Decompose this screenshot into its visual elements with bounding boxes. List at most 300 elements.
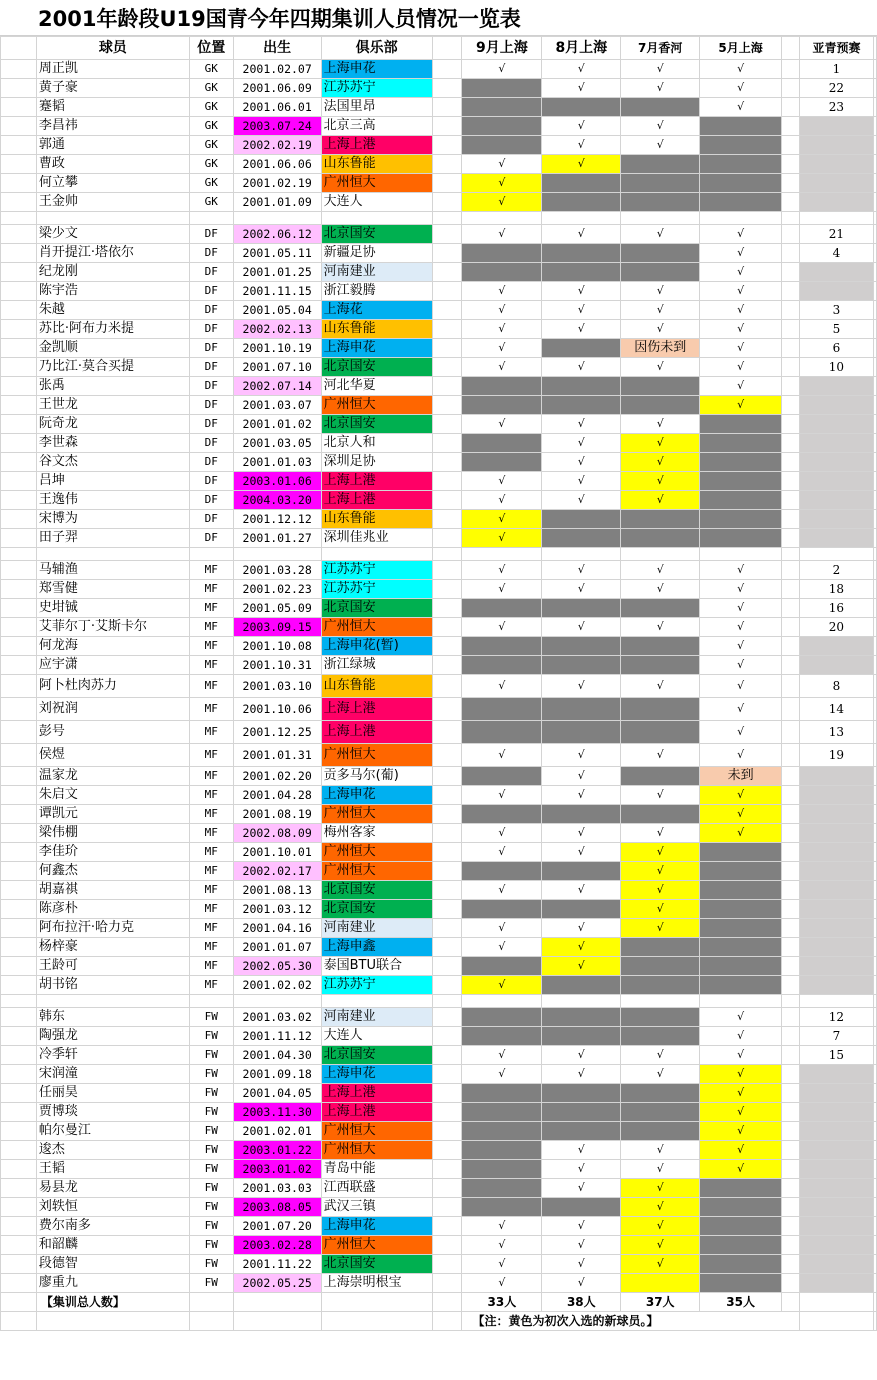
row-spacer <box>873 721 876 744</box>
player-club: 山东鲁能 <box>321 675 432 698</box>
asia-qual-number: 19 <box>799 744 873 767</box>
row-spacer <box>873 881 876 900</box>
row-spacer <box>432 656 462 675</box>
row-spacer <box>1 843 37 862</box>
row-spacer <box>873 491 876 510</box>
player-club: 河北华夏 <box>321 377 432 396</box>
camp-jul-xianghe-cell: √ <box>621 117 700 136</box>
camp-may-shanghai-cell: √ <box>700 698 782 721</box>
row-spacer <box>782 1065 800 1084</box>
camp-aug-shanghai-cell: √ <box>542 472 621 491</box>
player-birth: 2001.01.27 <box>233 529 321 548</box>
row-spacer <box>782 1274 800 1293</box>
camp-may-shanghai-cell <box>700 1217 782 1236</box>
player-position: MF <box>189 976 233 995</box>
row-spacer <box>782 1046 800 1065</box>
row-spacer <box>432 98 462 117</box>
player-row <box>1 919 877 938</box>
player-birth: 2002.07.14 <box>233 377 321 396</box>
asia-qual-number: 1 <box>799 60 873 79</box>
camp-aug-shanghai-cell <box>542 339 621 358</box>
header-position: 位置 <box>189 37 233 60</box>
camp-sep-shanghai-cell: √ <box>462 282 542 301</box>
asia-qual-number <box>799 415 873 434</box>
camp-aug-shanghai-cell: √ <box>542 824 621 843</box>
camp-may-shanghai-cell <box>700 1236 782 1255</box>
player-position: MF <box>189 805 233 824</box>
row-spacer <box>782 117 800 136</box>
player-club: 江苏苏宁 <box>321 976 432 995</box>
player-name: 陶强龙 <box>36 1027 189 1046</box>
row-spacer <box>782 599 800 618</box>
row-spacer <box>873 472 876 491</box>
player-name: 侯煜 <box>36 744 189 767</box>
camp-aug-shanghai-cell <box>542 599 621 618</box>
camp-sep-shanghai-cell: √ <box>462 976 542 995</box>
player-club: 贡多马尔(葡) <box>321 767 432 786</box>
player-club: 广州恒大 <box>321 843 432 862</box>
player-club: 大连人 <box>321 1027 432 1046</box>
player-club: 上海申鑫 <box>321 938 432 957</box>
camp-sep-shanghai-cell: √ <box>462 786 542 805</box>
camp-sep-shanghai-cell: √ <box>462 824 542 843</box>
player-name: 苏比·阿布力米提 <box>36 320 189 339</box>
player-club: 青岛中能 <box>321 1160 432 1179</box>
row-spacer <box>1 117 37 136</box>
row-spacer <box>1 193 37 212</box>
player-row <box>1 491 877 510</box>
player-row <box>1 1141 877 1160</box>
player-club: 大连人 <box>321 193 432 212</box>
player-name: 梁伟棚 <box>36 824 189 843</box>
camp-jul-xianghe-cell: √ <box>621 1236 700 1255</box>
player-name: 朱启文 <box>36 786 189 805</box>
camp-sep-shanghai-cell: √ <box>462 919 542 938</box>
player-name: 李昌祎 <box>36 117 189 136</box>
player-club: 上海上港 <box>321 136 432 155</box>
row-spacer <box>782 744 800 767</box>
camp-jul-xianghe-cell <box>621 510 700 529</box>
row-spacer <box>432 767 462 786</box>
player-position: MF <box>189 599 233 618</box>
camp-may-shanghai-cell: √ <box>700 1084 782 1103</box>
row-spacer <box>782 656 800 675</box>
row-spacer <box>873 1141 876 1160</box>
camp-may-shanghai-cell: √ <box>700 744 782 767</box>
camp-sep-shanghai-cell <box>462 98 542 117</box>
player-row <box>1 881 877 900</box>
camp-may-shanghai-cell: √ <box>700 1122 782 1141</box>
camp-jul-xianghe-cell: √ <box>621 618 700 637</box>
player-position: GK <box>189 155 233 174</box>
camp-aug-shanghai-cell: √ <box>542 1160 621 1179</box>
row-spacer <box>873 244 876 263</box>
player-birth: 2001.02.01 <box>233 1122 321 1141</box>
asia-qual-number <box>799 1236 873 1255</box>
row-spacer <box>782 225 800 244</box>
camp-sep-shanghai-cell: √ <box>462 843 542 862</box>
player-club: 江苏苏宁 <box>321 79 432 98</box>
camp-aug-shanghai-cell <box>542 529 621 548</box>
row-spacer <box>1 136 37 155</box>
asia-qual-number <box>799 529 873 548</box>
player-birth: 2001.03.28 <box>233 561 321 580</box>
row-spacer <box>873 60 876 79</box>
player-row <box>1 1065 877 1084</box>
camp-sep-shanghai-cell: √ <box>462 529 542 548</box>
row-spacer <box>432 377 462 396</box>
row-spacer <box>432 434 462 453</box>
player-row <box>1 1255 877 1274</box>
camp-jul-xianghe-cell <box>621 377 700 396</box>
player-name: 廖重九 <box>36 1274 189 1293</box>
row-spacer <box>432 263 462 282</box>
row-spacer <box>873 900 876 919</box>
player-position: DF <box>189 510 233 529</box>
camp-may-shanghai-cell <box>700 174 782 193</box>
player-position: GK <box>189 136 233 155</box>
camp-aug-shanghai-cell: √ <box>542 618 621 637</box>
row-spacer <box>432 1046 462 1065</box>
player-position: FW <box>189 1198 233 1217</box>
row-spacer <box>782 824 800 843</box>
row-spacer <box>873 1122 876 1141</box>
player-birth: 2001.12.12 <box>233 510 321 529</box>
camp-sep-shanghai-cell <box>462 1141 542 1160</box>
row-spacer <box>782 900 800 919</box>
player-birth: 2003.01.06 <box>233 472 321 491</box>
row-spacer <box>873 618 876 637</box>
player-birth: 2001.01.31 <box>233 744 321 767</box>
camp-aug-shanghai-cell: √ <box>542 675 621 698</box>
row-spacer <box>1 881 37 900</box>
camp-sep-shanghai-cell: √ <box>462 561 542 580</box>
row-spacer <box>1 1141 37 1160</box>
camp-may-shanghai-cell: √ <box>700 656 782 675</box>
row-spacer <box>873 599 876 618</box>
camp-may-shanghai-cell: √ <box>700 79 782 98</box>
player-name: 金凯顺 <box>36 339 189 358</box>
camp-may-shanghai-cell <box>700 1274 782 1293</box>
camp-may-shanghai-cell: √ <box>700 1046 782 1065</box>
header-row <box>1 37 877 60</box>
blank-row <box>1 212 877 225</box>
row-spacer <box>873 434 876 453</box>
camp-sep-shanghai-cell: √ <box>462 358 542 377</box>
camp-jul-xianghe-cell <box>621 155 700 174</box>
player-row <box>1 721 877 744</box>
row-spacer <box>432 786 462 805</box>
camp-may-shanghai-cell: 未到 <box>700 767 782 786</box>
asia-qual-number: 21 <box>799 225 873 244</box>
camp-aug-shanghai-cell: √ <box>542 744 621 767</box>
row-spacer <box>873 396 876 415</box>
player-row <box>1 1084 877 1103</box>
camp-sep-shanghai-cell: √ <box>462 1046 542 1065</box>
camp-aug-shanghai-cell <box>542 656 621 675</box>
player-name: 田子羿 <box>36 529 189 548</box>
player-birth: 2003.09.15 <box>233 618 321 637</box>
row-spacer <box>873 1103 876 1122</box>
asia-qual-number <box>799 976 873 995</box>
camp-jul-xianghe-cell: √ <box>621 843 700 862</box>
camp-aug-shanghai-cell: √ <box>542 1274 621 1293</box>
player-birth: 2003.11.30 <box>233 1103 321 1122</box>
camp-may-shanghai-cell <box>700 491 782 510</box>
row-spacer <box>1 1103 37 1122</box>
row-spacer <box>432 358 462 377</box>
row-spacer <box>432 919 462 938</box>
camp-may-shanghai-cell: √ <box>700 786 782 805</box>
camp-aug-shanghai-cell: √ <box>542 320 621 339</box>
player-position: FW <box>189 1027 233 1046</box>
player-row <box>1 510 877 529</box>
camp-sep-shanghai-cell: √ <box>462 580 542 599</box>
camp-aug-shanghai-cell: √ <box>542 453 621 472</box>
camp-jul-xianghe-cell: √ <box>621 1217 700 1236</box>
player-position: FW <box>189 1255 233 1274</box>
row-spacer <box>1 599 37 618</box>
player-row <box>1 174 877 193</box>
row-spacer <box>782 1122 800 1141</box>
camp-sep-shanghai-cell: √ <box>462 415 542 434</box>
player-row <box>1 1236 877 1255</box>
row-spacer <box>1 301 37 320</box>
row-spacer <box>1 824 37 843</box>
row-spacer <box>1 434 37 453</box>
row-spacer <box>432 1122 462 1141</box>
row-spacer <box>432 1274 462 1293</box>
player-birth: 2001.02.07 <box>233 60 321 79</box>
row-spacer <box>1 472 37 491</box>
row-spacer <box>873 1027 876 1046</box>
player-position: DF <box>189 472 233 491</box>
camp-sep-shanghai-cell <box>462 117 542 136</box>
asia-qual-number: 13 <box>799 721 873 744</box>
row-spacer <box>1 976 37 995</box>
row-spacer <box>432 938 462 957</box>
player-birth: 2003.01.22 <box>233 1141 321 1160</box>
player-club: 上海申花 <box>321 786 432 805</box>
row-spacer <box>782 881 800 900</box>
camp-sep-shanghai-cell: √ <box>462 174 542 193</box>
asia-qual-number <box>799 824 873 843</box>
row-spacer <box>1 1008 37 1027</box>
player-row <box>1 244 877 263</box>
camp-jul-xianghe-cell <box>621 957 700 976</box>
row-spacer <box>782 301 800 320</box>
row-spacer <box>782 155 800 174</box>
player-birth: 2001.01.03 <box>233 453 321 472</box>
player-position: MF <box>189 786 233 805</box>
player-name: 王韬 <box>36 1160 189 1179</box>
camp-may-shanghai-cell <box>700 193 782 212</box>
player-club: 浙江毅腾 <box>321 282 432 301</box>
asia-qual-number: 4 <box>799 244 873 263</box>
row-spacer <box>432 599 462 618</box>
row-spacer <box>782 675 800 698</box>
player-birth: 2002.08.09 <box>233 824 321 843</box>
player-row <box>1 599 877 618</box>
camp-jul-xianghe-cell: √ <box>621 358 700 377</box>
player-row <box>1 637 877 656</box>
camp-aug-shanghai-cell <box>542 900 621 919</box>
player-name: 王逸伟 <box>36 491 189 510</box>
camp-jul-xianghe-cell <box>621 637 700 656</box>
row-spacer <box>782 434 800 453</box>
title-text: 2001年龄段U19国青今年四期集训人员情况一览表 <box>38 7 521 31</box>
camp-sep-shanghai-cell <box>462 1027 542 1046</box>
camp-aug-shanghai-cell <box>542 396 621 415</box>
header-player: 球员 <box>36 37 189 60</box>
camp-may-shanghai-cell: √ <box>700 244 782 263</box>
camp-sep-shanghai-cell: √ <box>462 339 542 358</box>
player-birth: 2001.04.30 <box>233 1046 321 1065</box>
camp-aug-shanghai-cell: √ <box>542 1217 621 1236</box>
player-club: 上海崇明根宝 <box>321 1274 432 1293</box>
camp-aug-shanghai-cell <box>542 721 621 744</box>
camp-aug-shanghai-cell: √ <box>542 767 621 786</box>
camp-sep-shanghai-cell <box>462 1160 542 1179</box>
camp-may-shanghai-cell <box>700 510 782 529</box>
camp-aug-shanghai-cell <box>542 98 621 117</box>
row-spacer <box>1 862 37 881</box>
player-position: DF <box>189 320 233 339</box>
row-spacer <box>432 1217 462 1236</box>
camp-may-shanghai-cell <box>700 155 782 174</box>
header-club: 俱乐部 <box>321 37 432 60</box>
asia-qual-number <box>799 881 873 900</box>
row-spacer <box>1 1255 37 1274</box>
camp-sep-shanghai-cell <box>462 957 542 976</box>
player-row <box>1 1122 877 1141</box>
row-spacer <box>782 174 800 193</box>
player-row <box>1 824 877 843</box>
player-position: FW <box>189 1160 233 1179</box>
camp-aug-shanghai-cell <box>542 1198 621 1217</box>
camp-aug-shanghai-cell <box>542 263 621 282</box>
row-spacer <box>1 79 37 98</box>
row-spacer <box>873 301 876 320</box>
header-asia-qual: 亚青预赛 <box>799 37 873 60</box>
player-club: 广州恒大 <box>321 862 432 881</box>
camp-aug-shanghai-cell: √ <box>542 938 621 957</box>
camp-may-shanghai-cell: √ <box>700 396 782 415</box>
player-position: MF <box>189 618 233 637</box>
player-birth: 2002.05.25 <box>233 1274 321 1293</box>
camp-may-shanghai-cell: √ <box>700 1065 782 1084</box>
player-row <box>1 900 877 919</box>
row-spacer <box>782 136 800 155</box>
player-name: 陈彦朴 <box>36 900 189 919</box>
row-spacer <box>1 98 37 117</box>
player-club: 北京国安 <box>321 881 432 900</box>
row-spacer <box>432 1065 462 1084</box>
row-spacer <box>873 358 876 377</box>
player-position: DF <box>189 339 233 358</box>
roster-table <box>0 36 877 1331</box>
camp-may-shanghai-cell: √ <box>700 339 782 358</box>
player-club: 上海申花 <box>321 1217 432 1236</box>
player-row <box>1 1008 877 1027</box>
camp-aug-shanghai-cell: √ <box>542 301 621 320</box>
row-spacer <box>782 1198 800 1217</box>
row-spacer <box>432 225 462 244</box>
player-name: 温家龙 <box>36 767 189 786</box>
player-birth: 2001.05.04 <box>233 301 321 320</box>
player-club: 广州恒大 <box>321 1141 432 1160</box>
player-row <box>1 339 877 358</box>
row-spacer <box>1 320 37 339</box>
camp-may-shanghai-cell <box>700 415 782 434</box>
player-club: 广州恒大 <box>321 805 432 824</box>
camp-may-shanghai-cell: √ <box>700 561 782 580</box>
player-position: FW <box>189 1103 233 1122</box>
player-name: 蹇韬 <box>36 98 189 117</box>
row-spacer <box>873 1236 876 1255</box>
player-club: 山东鲁能 <box>321 510 432 529</box>
row-spacer <box>782 491 800 510</box>
row-spacer <box>782 1160 800 1179</box>
camp-may-shanghai-cell: √ <box>700 282 782 301</box>
camp-may-shanghai-cell: √ <box>700 225 782 244</box>
row-spacer <box>873 938 876 957</box>
row-spacer <box>1 805 37 824</box>
row-spacer <box>432 1103 462 1122</box>
row-spacer <box>782 377 800 396</box>
player-position: MF <box>189 637 233 656</box>
camp-jul-xianghe-cell <box>621 1084 700 1103</box>
camp-jul-xianghe-cell: √ <box>621 301 700 320</box>
camp-sep-shanghai-cell <box>462 377 542 396</box>
row-spacer <box>782 244 800 263</box>
asia-qual-number <box>799 472 873 491</box>
camp-aug-shanghai-cell <box>542 1008 621 1027</box>
camp-sep-shanghai-cell: √ <box>462 1065 542 1084</box>
player-position: FW <box>189 1008 233 1027</box>
row-spacer <box>432 900 462 919</box>
player-club: 江苏苏宁 <box>321 580 432 599</box>
player-position: MF <box>189 919 233 938</box>
camp-sep-shanghai-cell <box>462 862 542 881</box>
camp-may-shanghai-cell: √ <box>700 805 782 824</box>
player-row <box>1 862 877 881</box>
player-position: FW <box>189 1217 233 1236</box>
player-name: 易县龙 <box>36 1179 189 1198</box>
player-name: 纪龙刚 <box>36 263 189 282</box>
row-spacer <box>873 415 876 434</box>
player-row <box>1 301 877 320</box>
row-spacer <box>432 510 462 529</box>
player-row <box>1 580 877 599</box>
player-birth: 2004.03.20 <box>233 491 321 510</box>
player-birth: 2001.02.02 <box>233 976 321 995</box>
player-row <box>1 79 877 98</box>
player-position: GK <box>189 117 233 136</box>
row-spacer <box>782 1236 800 1255</box>
player-club: 上海申花 <box>321 1065 432 1084</box>
player-row <box>1 225 877 244</box>
blank-row <box>1 548 877 561</box>
player-row <box>1 377 877 396</box>
row-spacer <box>432 193 462 212</box>
player-name: 杨梓豪 <box>36 938 189 957</box>
camp-jul-xianghe-cell: √ <box>621 1255 700 1274</box>
player-name: 曹政 <box>36 155 189 174</box>
row-spacer <box>432 60 462 79</box>
row-spacer <box>873 155 876 174</box>
player-name: 黄子豪 <box>36 79 189 98</box>
